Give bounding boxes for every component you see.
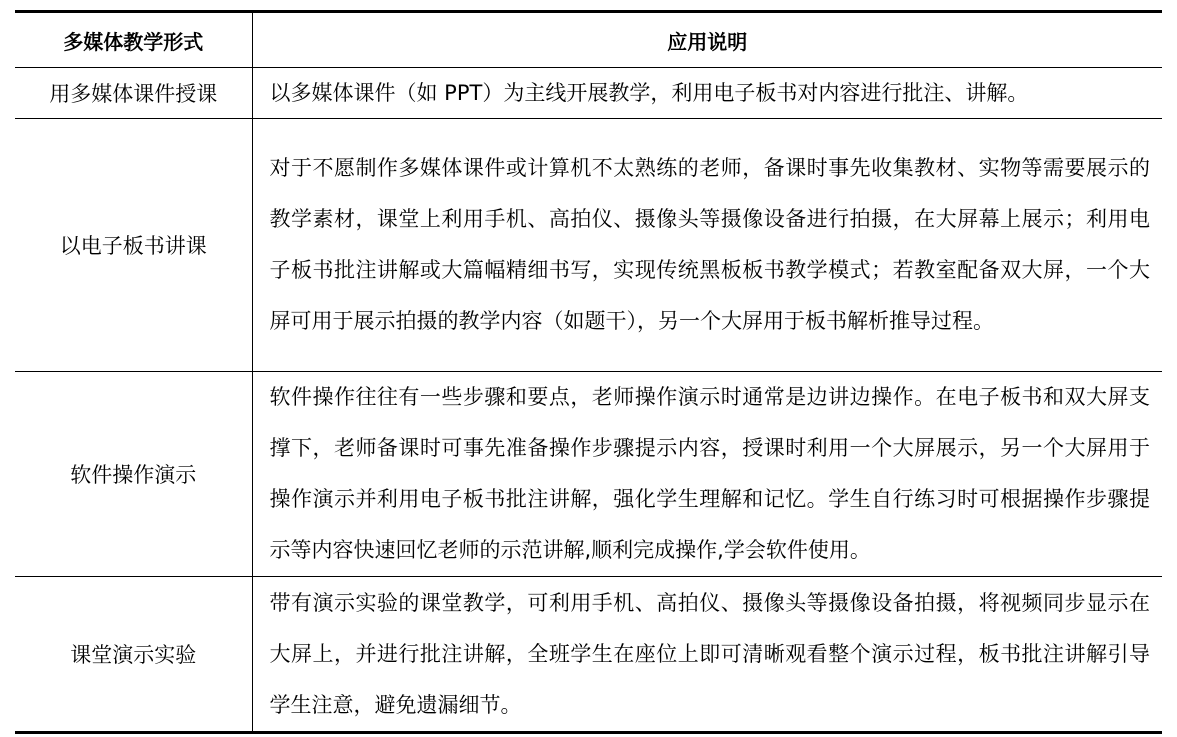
description-cell: 软件操作往往有一些步骤和要点，老师操作演示时通常是边讲边操作。在电子板书和双大屏支撑下，老师备课时可事先准备操作步骤提示内容，授课时利用一个大屏展示，另一个大屏用于操作演示并利用电子板书批注讲解，强化学生理解和记忆。学生自行练习时可根据操作步骤提示等内容快速回忆老师的示范讲解,顺利完成操作,学会软件使用。	[252, 372, 1162, 577]
table-row	[15, 119, 1162, 372]
table-header-row	[15, 12, 1162, 68]
column-header-description: 应用说明	[252, 12, 1162, 68]
teaching-form-cell: 课堂演示实验	[15, 577, 252, 733]
description-cell: 对于不愿制作多媒体课件或计算机不太熟练的老师，备课时事先收集教材、实物等需要展示的教学素材，课堂上利用手机、高拍仪、摄像头等摄像设备进行拍摄，在大屏幕上展示；利用电子板书批注讲解或大篇幅精细书写，实现传统黑板板书教学模式；若教室配备双大屏，一个大屏可用于展示拍摄的教学内容（如题干），另一个大屏用于板书解析推导过程。	[252, 119, 1162, 372]
description-cell: 以多媒体课件（如 PPT）为主线开展教学，利用电子板书对内容进行批注、讲解。	[252, 68, 1162, 119]
table-row	[15, 68, 1162, 119]
teaching-form-cell: 软件操作演示	[15, 372, 252, 577]
teaching-form-cell: 以电子板书讲课	[15, 119, 252, 372]
table-row	[15, 577, 1162, 733]
teaching-form-cell: 用多媒体课件授课	[15, 68, 252, 119]
description-cell: 带有演示实验的课堂教学，可利用手机、高拍仪、摄像头等摄像设备拍摄，将视频同步显示在大屏上，并进行批注讲解，全班学生在座位上即可清晰观看整个演示过程，板书批注讲解引导学生注意，避免遗漏细节。	[252, 577, 1162, 733]
table-row	[15, 372, 1162, 577]
multimedia-teaching-table	[15, 10, 1162, 734]
column-header-form: 多媒体教学形式	[15, 12, 252, 68]
